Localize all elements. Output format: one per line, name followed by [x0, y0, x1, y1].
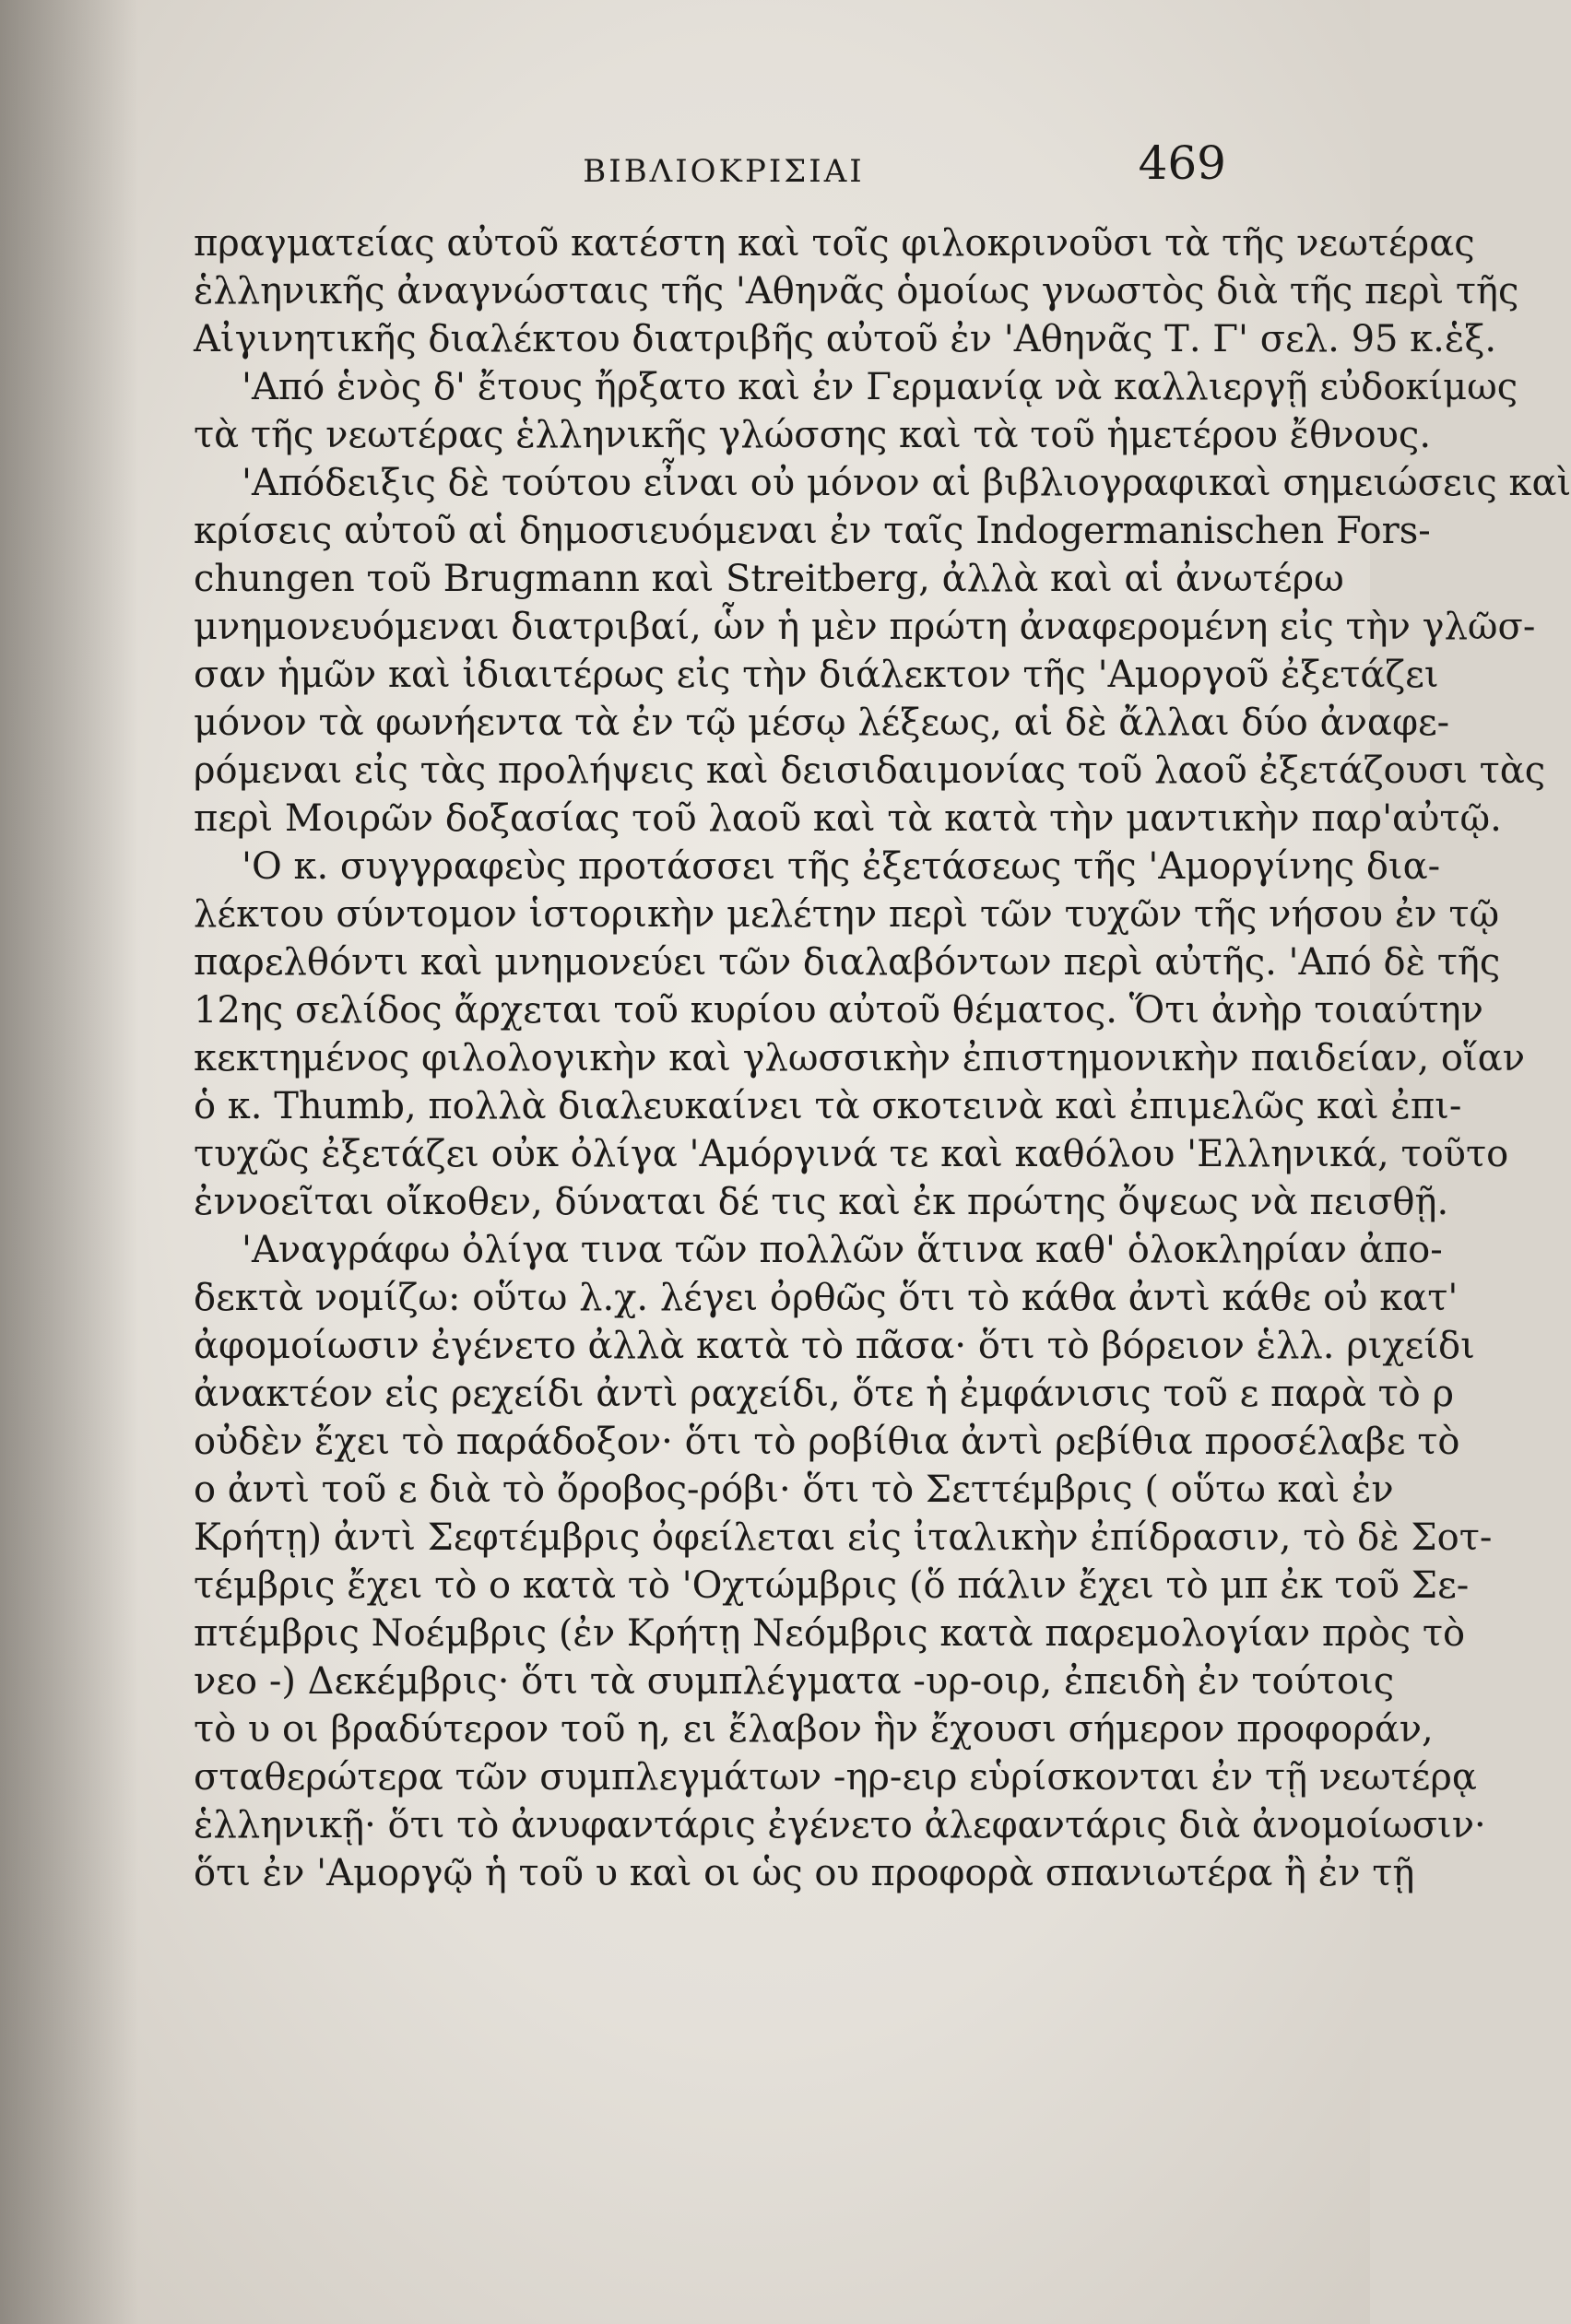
text-line: ἀφομοίωσιν ἐγένετο ἀλλὰ κατὰ τὸ πᾶσα· ὅτι τὸ βόρειον ἑλλ. ριχείδι [194, 1325, 1475, 1367]
text-line: Κρήτῃ) ἀντὶ Σεφτέμβρις ὀφείλεται εἰς ἰταλικὴν ἐπίδρασιν, τὸ δὲ Σοτ- [194, 1516, 1493, 1559]
text-line: 'Αναγράφω ὀλίγα τινα τῶν πολλῶν ἅτινα καθ' ὁλοκληρίαν ἀπο- [242, 1229, 1443, 1271]
text-line: λέκτου σύντομον ἱστορικὴν μελέτην περὶ τῶν τυχῶν τῆς νήσου ἐν τῷ [194, 893, 1500, 936]
text-line: τὸ υ οι βραδύτερον τοῦ η, ει ἔλαβον ἣν ἔχουσι σήμερον προφοράν, [194, 1708, 1434, 1751]
running-head: ΒΙΒΛΙΟΚΡΙΣΙΑΙ [583, 153, 865, 190]
text-line: ο ἀντὶ τοῦ ε διὰ τὸ ὄροβος-ρόβι· ὅτι τὸ Σεττέμβρις ( οὕτω καὶ ἐν [194, 1469, 1394, 1511]
text-line: Αἰγινητικῆς διαλέκτου διατριβῆς αὐτοῦ ἐν 'Αθηνᾶς Τ. Γ' σελ. 95 κ.ἑξ. [194, 318, 1497, 360]
text-line: σταθερώτερα τῶν συμπλεγμάτων -ηρ-ειρ εὑρίσκονται ἐν τῇ νεωτέρᾳ [194, 1756, 1477, 1799]
text-line: chungen τοῦ Brugmann καὶ Streitberg, ἀλλὰ καὶ αἱ ἀνωτέρω [194, 558, 1344, 600]
text-line: ἑλληνικῆς ἀναγνώσταις τῆς 'Αθηνᾶς ὁμοίως γνωστὸς διὰ τῆς περὶ τῆς [194, 270, 1519, 313]
page-number: 469 [1138, 136, 1226, 190]
text-line: πραγματείας αὐτοῦ κατέστη καὶ τοῖς φιλοκρινοῦσι τὰ τῆς νεωτέρας [194, 222, 1475, 265]
text-line: ὁ κ. Thumb, πολλὰ διαλευκαίνει τὰ σκοτεινὰ καὶ ἐπιμελῶς καὶ ἐπι- [194, 1085, 1462, 1127]
text-line: ὅτι ἐν 'Αμοργῷ ἡ τοῦ υ καὶ οι ὡς ου προφορὰ σπανιωτέρα ἢ ἐν τῇ [194, 1852, 1415, 1894]
text-line: ἀνακτέον εἰς ρεχείδι ἀντὶ ραχείδι, ὅτε ἡ ἐμφάνισις τοῦ ε παρὰ τὸ ρ [194, 1373, 1454, 1415]
text-line: 'Από ἑνὸς δ' ἔτους ἤρξατο καὶ ἐν Γερμανίᾳ νὰ καλλιεργῇ εὐδοκίμως [242, 366, 1518, 408]
text-line: δεκτὰ νομίζω: οὕτω λ.χ. λέγει ὀρθῶς ὅτι τὸ κάθα ἀντὶ κάθε οὐ κατ' [194, 1277, 1459, 1319]
text-line: 12ης σελίδος ἄρχεται τοῦ κυρίου αὐτοῦ θέματος. Ὅτι ἀνὴρ τοιαύτην [194, 989, 1483, 1032]
text-line: μόνον τὰ φωνήεντα τὰ ἐν τῷ μέσῳ λέξεως, αἱ δὲ ἄλλαι δύο ἀναφε- [194, 702, 1450, 744]
text-line: κρίσεις αὐτοῦ αἱ δημοσιευόμεναι ἐν ταῖς Indogermanischen Fors- [194, 510, 1431, 552]
page-header [221, 136, 1226, 201]
text-line: τυχῶς ἐξετάζει οὐκ ὀλίγα 'Αμόργινά τε καὶ καθόλου 'Ελληνικά, τοῦτο [194, 1133, 1509, 1175]
text-line: ἑλληνικῇ· ὅτι τὸ ἀνυφαντάρις ἐγένετο ἀλεφαντάρις διὰ ἀνομοίωσιν· [194, 1804, 1486, 1846]
text-line: περὶ Μοιρῶν δοξασίας τοῦ λαοῦ καὶ τὰ κατὰ τὴν μαντικὴν παρ'αὐτῷ. [194, 797, 1502, 840]
text-line: τέμβρις ἔχει τὸ ο κατὰ τὸ 'Οχτώμβρις (ὅ πάλιν ἔχει τὸ μπ ἐκ τοῦ Σε- [194, 1564, 1470, 1607]
text-line: κεκτημένος φιλολογικὴν καὶ γλωσσικὴν ἐπιστημονικὴν παιδείαν, οἵαν [194, 1037, 1526, 1079]
text-line: οὐδὲν ἔχει τὸ παράδοξον· ὅτι τὸ ροβίθια ἀντὶ ρεβίθια προσέλαβε τὸ [194, 1421, 1460, 1463]
text-line: 'Ο κ. συγγραφεὺς προτάσσει τῆς ἐξετάσεως τῆς 'Αμοργίνης δια- [242, 845, 1441, 888]
text-line: 'Απόδειξις δὲ τούτου εἶναι οὐ μόνον αἱ βιβλιογραφικαὶ σημειώσεις καὶ [242, 462, 1571, 504]
text-line: ρόμεναι εἰς τὰς προλήψεις καὶ δεισιδαιμονίας τοῦ λαοῦ ἐξετάζουσι τὰς [194, 749, 1546, 792]
body-text [194, 219, 1571, 1897]
text-line: παρελθόντι καὶ μνημονεύει τῶν διαλαβόντων περὶ αὐτῆς. 'Από δὲ τῆς [194, 941, 1501, 984]
text-line: νεο -) Δεκέμβρις· ὅτι τὰ συμπλέγματα -υρ-οιρ, ἐπειδὴ ἐν τούτοις [194, 1660, 1395, 1703]
text-line: σαν ἡμῶν καὶ ἰδιαιτέρως εἰς τὴν διάλεκτον τῆς 'Αμοργοῦ ἐξετάζει [194, 654, 1439, 696]
text-line: ἐννοεῖται οἴκοθεν, δύναται δέ τις καὶ ἐκ πρώτης ὄψεως νὰ πεισθῇ. [194, 1181, 1449, 1223]
text-line: μνημονευόμεναι διατριβαί, ὧν ἡ μὲν πρώτη ἀναφερομένη εἰς τὴν γλῶσ- [194, 606, 1536, 648]
binding-shadow [0, 0, 138, 2324]
text-line: πτέμβρις Νοέμβρις (ἐν Κρήτῃ Νεόμβρις κατὰ παρεμολογίαν πρὸς τὸ [194, 1612, 1466, 1655]
text-line: τὰ τῆς νεωτέρας ἑλληνικῆς γλώσσης καὶ τὰ τοῦ ἡμετέρου ἔθνους. [194, 414, 1432, 456]
